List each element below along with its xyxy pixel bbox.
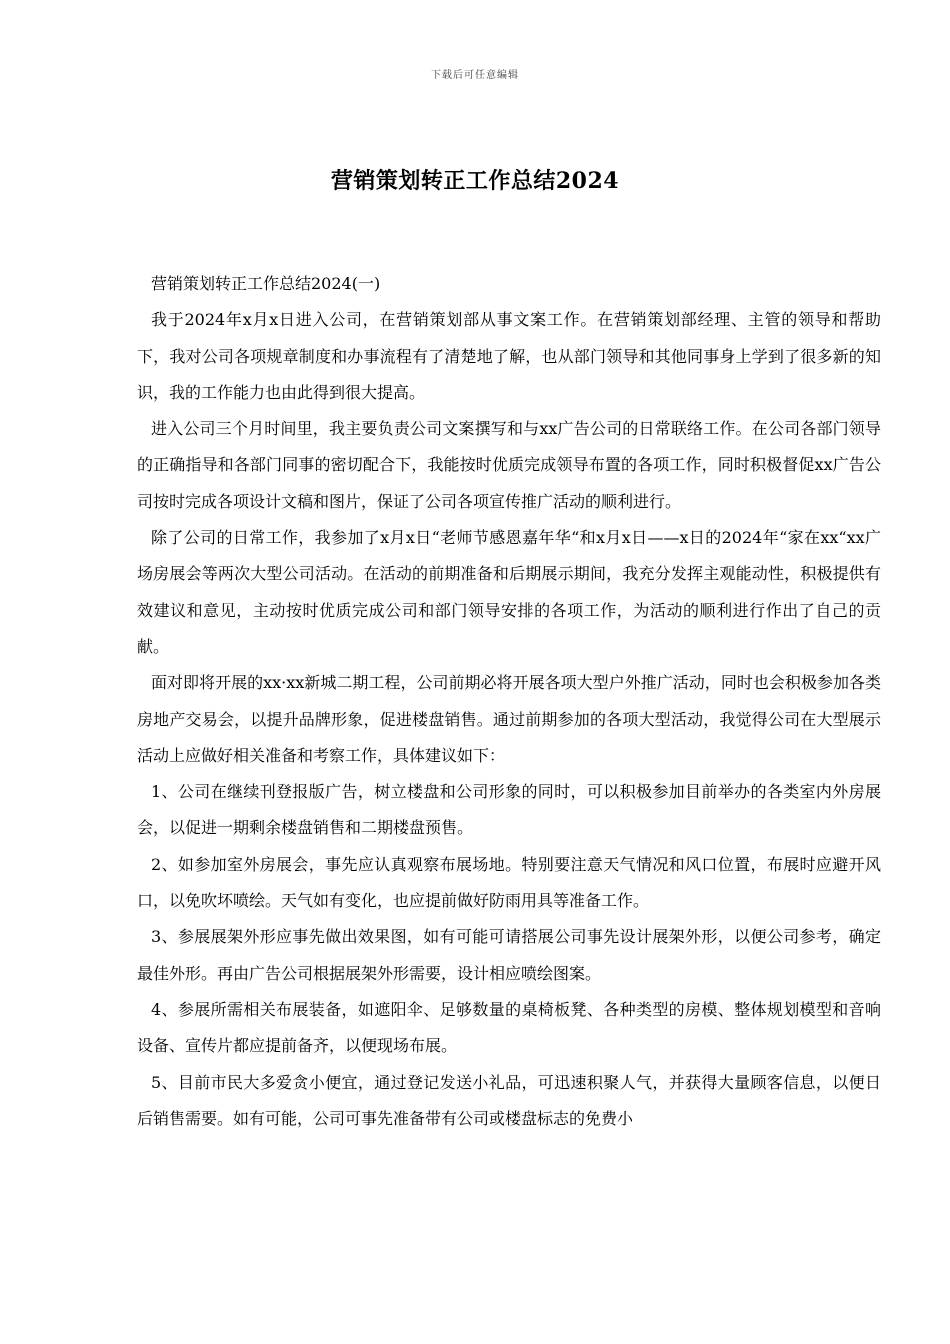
document-body [137, 266, 881, 1137]
paragraph: 除了公司的日常工作，我参加了x月x日“老师节感恩嘉年华“和x月x日——x日的2024年“家在xx“xx广场房展会等两次大型公司活动。在活动的前期准备和后期展示期间，我充分发挥主观能动性，积极提供有效建议和意见，主动按时优质完成公司和部门领导安排的各项工作，为活动的顺利进行作出了自己的贡献。 [137, 528, 881, 656]
list-item: 5、目前市民大多爱贪小便宜，通过登记发送小礼品，可迅速积聚人气，并获得大量顾客信息，以便日后销售需要。如有可能，公司可事先准备带有公司或楼盘标志的免费小 [137, 1072, 881, 1128]
header-note: 下载后可任意编辑 [431, 70, 519, 81]
list-item: 4、参展所需相关布展装备，如遮阳伞、足够数量的桌椅板凳、各种类型的房模、整体规划模型和音响设备、宣传片都应提前备齐，以便现场布展。 [137, 999, 881, 1056]
paragraph: 面对即将开展的xx·xx新城二期工程，公司前期必将开展各项大型户外推广活动，同时也会积极参加各类房地产交易会，以提升品牌形象，促进楼盘销售。通过前期参加的各项大型活动，我觉得公司在大型展示活动上应做好相关准备和考察工作，具体建议如下： [137, 673, 881, 765]
document-title: 营销策划转正工作总结2024 [330, 168, 620, 194]
list-item: 2、如参加室外房展会，事先应认真观察布展场地。特别要注意天气情况和风口位置，布展时应避开风口，以免吹坏喷绘。天气如有变化，也应提前做好防雨用具等准备工作。 [137, 854, 881, 911]
list-item: 3、参展展架外形应事先做出效果图，如有可能可请搭展公司事先设计展架外形，以便公司参考，确定最佳外形。再由广告公司根据展架外形需要，设计相应喷绘图案。 [137, 927, 881, 983]
paragraph: 进入公司三个月时间里，我主要负责公司文案撰写和与xx广告公司的日常联络工作。在公司各部门领导的正确指导和各部门同事的密切配合下，我能按时优质完成领导布置的各项工作，同时积极督促xx广告公司按时完成各项设计文稿和图片，保证了公司各项宣传推广活动的顺利进行。 [137, 419, 881, 511]
list-item: 1、公司在继续刊登报版广告，树立楼盘和公司形象的同时，可以积极参加目前举办的各类室内外房展会，以促进一期剩余楼盘销售和二期楼盘预售。 [137, 782, 881, 838]
paragraph: 我于2024年x月x日进入公司，在营销策划部从事文案工作。在营销策划部经理、主管的领导和帮助下，我对公司各项规章制度和办事流程有了清楚地了解，也从部门领导和其他同事身上学到了很多新的知识，我的工作能力也由此得到很大提高。 [137, 310, 881, 402]
section-heading: 营销策划转正工作总结2024(一) [151, 274, 381, 293]
